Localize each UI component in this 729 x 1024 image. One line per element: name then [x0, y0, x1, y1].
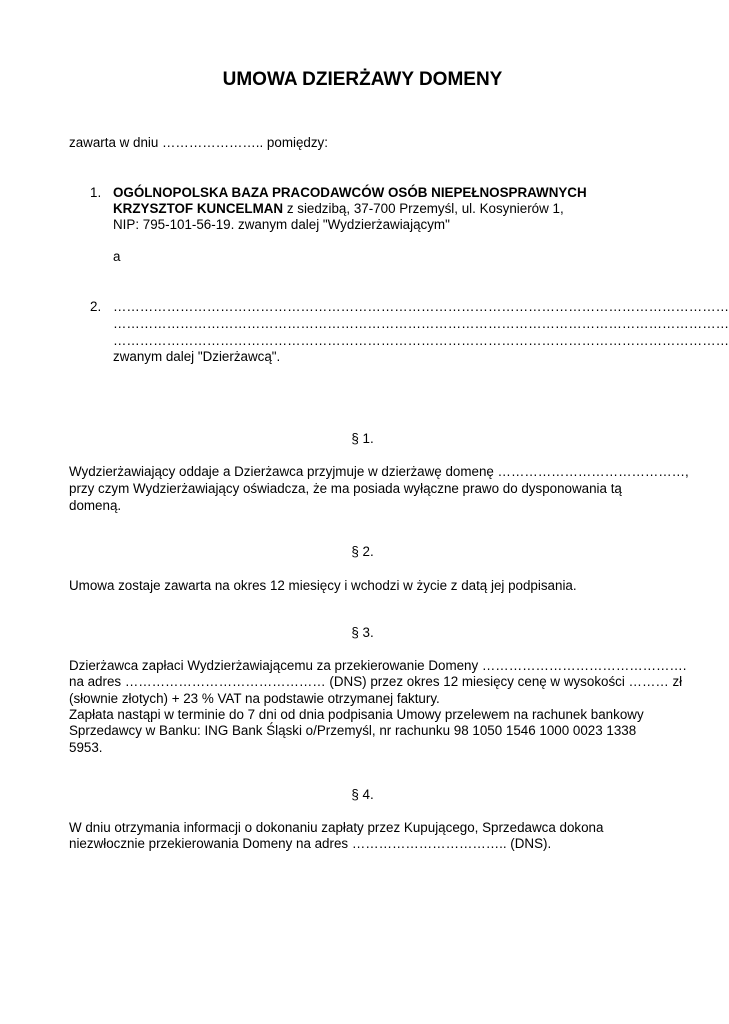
section4-line: W dniu otrzymania informacji o dokonaniu zapłaty przez Kupującego, Sprzedawca dokona — [69, 820, 604, 835]
section3-heading: § 3. — [351, 625, 374, 640]
section3-line: Sprzedawcy w Banku: ING Bank Śląski o/Przemyśl, nr rachunku 98 1050 1546 1000 0023 1338 — [69, 723, 637, 738]
section3-line: (słownie złotych) + 23 % VAT na podstawie otrzymanej faktury. — [69, 691, 440, 706]
section3-line: Dzierżawca zapłaci Wydzierżawiającemu za przekierowanie Domeny ………………………………………. — [69, 658, 687, 673]
party2-called: zwanym dalej "Dzierżawcą". — [113, 349, 281, 364]
party2-blank-line2: ………………………………………………………………………………………………………………………… — [113, 316, 729, 331]
party1-name-line2-row — [113, 200, 564, 217]
section3-line: Zapłata nastąpi w terminie do 7 dni od dnia podpisania Umowy przelewem na rachunek bankowy — [69, 707, 644, 722]
party1-address: z siedzibą, 37-700 Przemyśl, ul. Kosynierów 1, — [283, 201, 564, 216]
party2-blank-line1: ………………………………………………………………………………………………………………………… — [113, 299, 729, 314]
section1-heading: § 1. — [351, 431, 374, 446]
party1-name-line2: KRZYSZTOF KUNCELMAN — [113, 201, 284, 216]
section1-line: Wydzierżawiający oddaje a Dzierżawca przyjmuje w dzierżawę domenę ……………………………………, — [69, 464, 689, 479]
party2-blank-line3: ………………………………………………………………………………………………………………………… — [113, 333, 729, 348]
section2-line: Umowa zostaje zawarta na okres 12 miesięcy i wchodzi w życie z datą jej podpisania. — [69, 578, 577, 593]
section1-line: przy czym Wydzierżawiający oświadcza, że ma posiada wyłączne prawo do dysponowania tą — [69, 481, 622, 496]
section2-heading: § 2. — [351, 544, 374, 559]
party1-nip-line: NIP: 795-101-56-19. zwanym dalej "Wydzierżawiającym" — [113, 217, 450, 232]
party1-name-line1: OGÓLNOPOLSKA BAZA PRACODAWCÓW OSÓB NIEPEŁNOSPRAWNYCH — [113, 185, 587, 200]
document-title: UMOWA DZIERŻAWY DOMENY — [222, 69, 503, 90]
party2-number: 2. — [90, 299, 102, 314]
section3-line: na adres ……………………………………… (DNS) przez okres 12 miesięcy cenę w wysokości ……… zł — [69, 674, 683, 689]
conjunction: a — [113, 249, 121, 264]
section4-heading: § 4. — [351, 787, 374, 802]
section3-line: 5953. — [69, 740, 103, 755]
section1-line: domeną. — [69, 498, 122, 513]
section4-line: niezwłocznie przekierowania Domeny na adres …………………………….. (DNS). — [69, 836, 552, 851]
party1-number: 1. — [90, 185, 102, 200]
intro-line: zawarta w dniu ………………….. pomiędzy: — [69, 135, 328, 150]
